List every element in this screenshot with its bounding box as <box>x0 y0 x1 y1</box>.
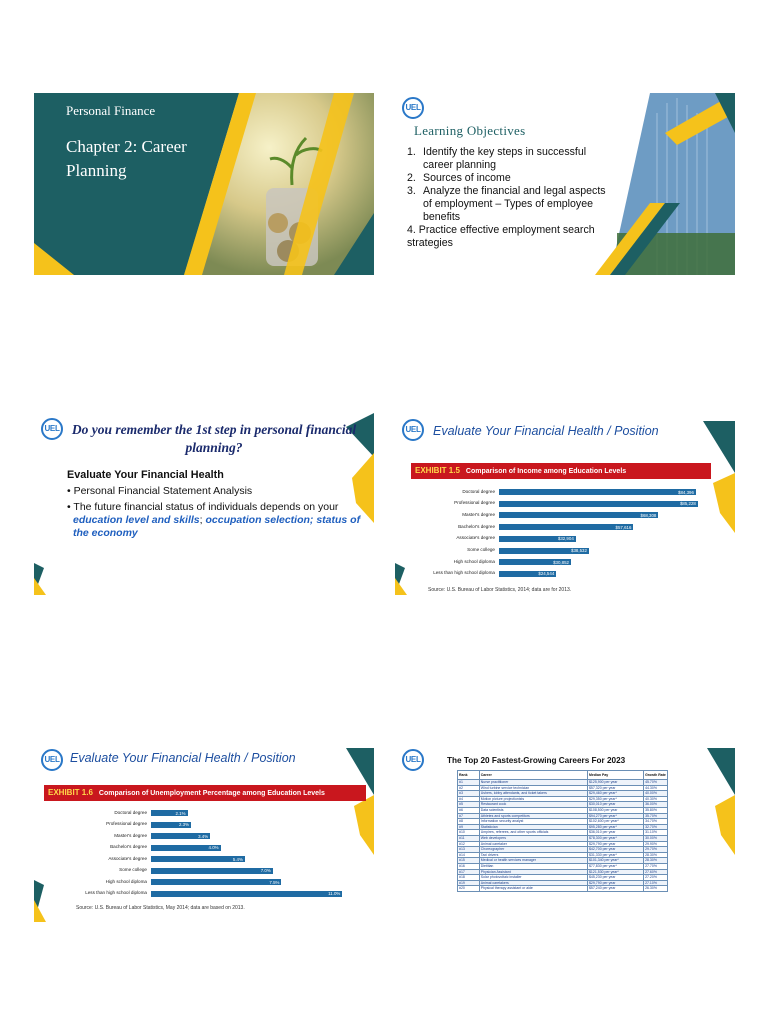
category-label: High school diploma <box>453 558 495 564</box>
objectives-list <box>407 146 612 250</box>
data-label: 2.1% <box>175 810 186 816</box>
table-cell: $29,790 per year <box>587 880 643 886</box>
table-cell: #2 <box>458 785 480 791</box>
table-cell: Motion picture projectionists <box>479 796 587 802</box>
objective-item: 4. Practice effective employment search strategies <box>407 224 595 249</box>
table-cell: #5 <box>458 802 480 808</box>
category-label: Professional degree <box>106 821 147 826</box>
table-cell: Data scientists <box>479 807 587 813</box>
chart-source: Source: U.S. Bureau of Labor Statistics, May 2014; data are based on 2013. <box>76 905 245 911</box>
table-cell: $57,320 per year <box>587 785 643 791</box>
table-cell: $30,010 per year <box>587 802 643 808</box>
slide-unemployment-chart <box>34 740 374 922</box>
table-cell: #18 <box>458 875 480 881</box>
slide-remember-first-step <box>34 413 374 595</box>
slide-title: Evaluate Your Financial Health / Position <box>433 424 659 438</box>
slide-chapter-title <box>34 93 374 275</box>
table-title: The Top 20 Fastest-Growing Careers For 2023 <box>447 756 626 765</box>
table-cell: Animal caretaker <box>479 841 587 847</box>
uel-logo-icon: UEL <box>402 97 424 119</box>
table-cell: #1 <box>458 780 480 786</box>
exhibit-header: EXHIBIT 1.6 Comparison of Unemployment Percentage among Education Levels <box>44 785 366 801</box>
table-cell: 27.70% <box>644 863 668 869</box>
data-label: $32,904 <box>557 536 574 542</box>
uel-logo-icon: UEL <box>41 749 63 771</box>
table-cell: 30.00% <box>644 835 668 841</box>
table-cell: $94,270 per year* <box>587 813 643 819</box>
table-cell: #6 <box>458 807 480 813</box>
data-label: 7.0% <box>260 868 271 873</box>
data-label: $68,308 <box>640 512 657 518</box>
table-cell: #17 <box>458 869 480 875</box>
slide-income-chart <box>395 413 735 595</box>
table-cell: Solar photovoltaic installer <box>479 875 587 881</box>
slide-fastest-growing-careers <box>395 740 735 922</box>
table-cell: $77,830 per year* <box>587 863 643 869</box>
table-cell: 44.30% <box>644 785 668 791</box>
data-label: $30,852 <box>553 559 569 565</box>
table-cell: $121,530 per year* <box>587 869 643 875</box>
category-label: Less than high school diploma <box>433 570 495 576</box>
table-cell: Athletes and sports competitors <box>479 813 587 819</box>
table-cell: Choreographer <box>479 847 587 853</box>
chart-source: Source: U.S. Bureau of Labor Statistics, 2014; data are for 2013. <box>428 587 572 593</box>
category-label: Associate's degree <box>108 855 147 861</box>
yellow-corner <box>34 243 74 275</box>
data-label: 2.3% <box>178 822 189 827</box>
table-cell: Information security analyst <box>479 819 587 825</box>
table-cell: 27.20% <box>644 875 668 881</box>
income-bar-chart <box>395 413 735 595</box>
table-cell: #13 <box>458 847 480 853</box>
category-label: Bachelor's degree <box>458 523 495 529</box>
category-label: Associate's degree <box>456 535 495 541</box>
data-label: $84,396 <box>678 489 694 495</box>
table-cell: Ushers, lobby attendants, and ticket takers <box>479 791 587 797</box>
table-cell: $101,340 per year* <box>587 858 643 864</box>
table-cell: 29.70% <box>644 847 668 853</box>
table-cell: Statistician <box>479 824 587 830</box>
data-label: $38,532 <box>571 548 587 553</box>
question-heading: Do you remember the 1st step in personal financial planning? <box>71 422 357 455</box>
category-label: Bachelor's degree <box>110 844 147 849</box>
table-cell: 34.70% <box>644 819 668 825</box>
table-cell: Animal caretakers <box>479 880 587 886</box>
column-header: Career <box>479 771 587 780</box>
uel-logo-icon: UEL <box>41 418 63 440</box>
table-cell: 36.00% <box>644 802 668 808</box>
table-cell: Wind turbine service technician <box>479 785 587 791</box>
objective-item: 3. Analyze the financial and legal aspects of employment – Types of employee benefits <box>407 185 606 223</box>
data-label: 7.5% <box>269 879 280 885</box>
table-cell: #8 <box>458 819 480 825</box>
bullet-item: • Personal Financial Statement Analysis <box>67 485 253 497</box>
table-cell: 29.90% <box>644 841 668 847</box>
category-label: Less than high school diploma <box>85 890 147 895</box>
table-cell: Medical or health services manager <box>479 858 587 864</box>
bullet-item: • The future financial status of individuals depends on your education level and skills; occupation selection; status of the economy <box>67 501 361 539</box>
slide-learning-objectives <box>395 93 735 275</box>
table-cell: #7 <box>458 813 480 819</box>
section-heading: Evaluate Your Financial Health <box>67 469 224 481</box>
subject-label: Personal Finance <box>66 103 156 118</box>
table-cell: 31.10% <box>644 830 668 836</box>
uel-logo-icon: UEL <box>402 749 424 771</box>
table-cell: 40.30% <box>644 796 668 802</box>
table-cell: $57,240 per year <box>587 886 643 892</box>
table-cell: 32.70% <box>644 824 668 830</box>
table-cell: #20 <box>458 886 480 892</box>
category-label: Professional degree <box>454 500 495 506</box>
table-cell: $108,500 per year <box>587 807 643 813</box>
table-cell: 40.00% <box>644 791 668 797</box>
category-label: Some college <box>119 867 147 872</box>
category-label: High school diploma <box>105 878 147 884</box>
column-header: Rank <box>458 771 480 780</box>
table-cell: $125,900 per year <box>587 780 643 786</box>
table-cell: #16 <box>458 863 480 869</box>
teal-corner <box>707 748 735 795</box>
table-cell: $29,350 per year* <box>587 796 643 802</box>
table-cell: Umpires, referees, and other sports officials <box>479 830 587 836</box>
table-cell: Physical therapy assistant or aide <box>479 886 587 892</box>
table-cell: #19 <box>458 880 480 886</box>
table-cell: 45.70% <box>644 780 668 786</box>
table-cell: Taxi drivers <box>479 852 587 858</box>
table-cell: $102,600 per year* <box>587 819 643 825</box>
objectives-title: Learning Objectives <box>414 123 526 138</box>
chapter-title: Chapter 2: Career Planning <box>66 137 187 180</box>
category-label: Master's degree <box>114 832 147 838</box>
category-label: Master's degree <box>462 511 495 517</box>
data-label: $57,616 <box>615 524 632 530</box>
coin-icon <box>268 213 288 233</box>
table-cell: Physician Assistant <box>479 869 587 875</box>
exhibit-header: EXHIBIT 1.5 Comparison of Income among Education Levels <box>411 463 711 479</box>
category-label: Doctoral degree <box>462 488 495 494</box>
table-cell: 35.80% <box>644 807 668 813</box>
table-row <box>458 886 668 892</box>
uel-logo-icon: UEL <box>402 419 424 441</box>
table-cell: 28.30% <box>644 852 668 858</box>
table-cell: #12 <box>458 841 480 847</box>
slide-title: Evaluate Your Financial Health / Position <box>70 751 296 765</box>
careers-table <box>457 770 668 892</box>
data-label: 5.4% <box>232 856 243 862</box>
category-label: Some college <box>467 547 495 552</box>
table-cell: #3 <box>458 791 480 797</box>
category-label: Doctoral degree <box>114 809 147 815</box>
table-cell: $95,280 per year* <box>587 824 643 830</box>
table-cell: #4 <box>458 796 480 802</box>
table-cell: $78,300 per year* <box>587 835 643 841</box>
table-cell: Restaurant cook <box>479 802 587 808</box>
column-header: Median Pay <box>587 771 643 780</box>
data-label: $85,228 <box>679 501 696 507</box>
objective-item: 2. Sources of income <box>407 172 511 184</box>
table-cell: 27.60% <box>644 869 668 875</box>
data-label: 3.4% <box>198 833 209 839</box>
table-header-row <box>458 771 668 780</box>
data-label: $24,544 <box>538 571 555 577</box>
table-cell: #10 <box>458 830 480 836</box>
table-cell: $29,460 per year* <box>587 791 643 797</box>
table-cell: Web developers <box>479 835 587 841</box>
table-cell: $42,700 per year <box>587 847 643 853</box>
table-cell: $36,010 per year <box>587 830 643 836</box>
table-cell: 35.70% <box>644 813 668 819</box>
table-cell: 26.30% <box>644 886 668 892</box>
table-cell: $31,330 per year* <box>587 852 643 858</box>
table-cell: 27.10% <box>644 880 668 886</box>
data-label: 4.0% <box>208 845 219 850</box>
data-label: 11.0% <box>328 891 341 896</box>
table-cell: #9 <box>458 824 480 830</box>
table-cell: $45,230 per year <box>587 875 643 881</box>
table-cell: Nurse practitioner <box>479 780 587 786</box>
table-cell: Dietitian <box>479 863 587 869</box>
unemployment-bar-chart <box>34 740 374 922</box>
yellow-corner <box>715 795 735 855</box>
column-header: Growth Rate <box>644 771 668 780</box>
table-cell: $29,790 per year <box>587 841 643 847</box>
table-cell: #11 <box>458 835 480 841</box>
slide1-decor <box>34 93 374 275</box>
objective-item: 1. Identify the key steps in successful career planning <box>407 146 587 171</box>
table-cell: #15 <box>458 858 480 864</box>
table-cell: #14 <box>458 852 480 858</box>
table-cell: 28.30% <box>644 858 668 864</box>
